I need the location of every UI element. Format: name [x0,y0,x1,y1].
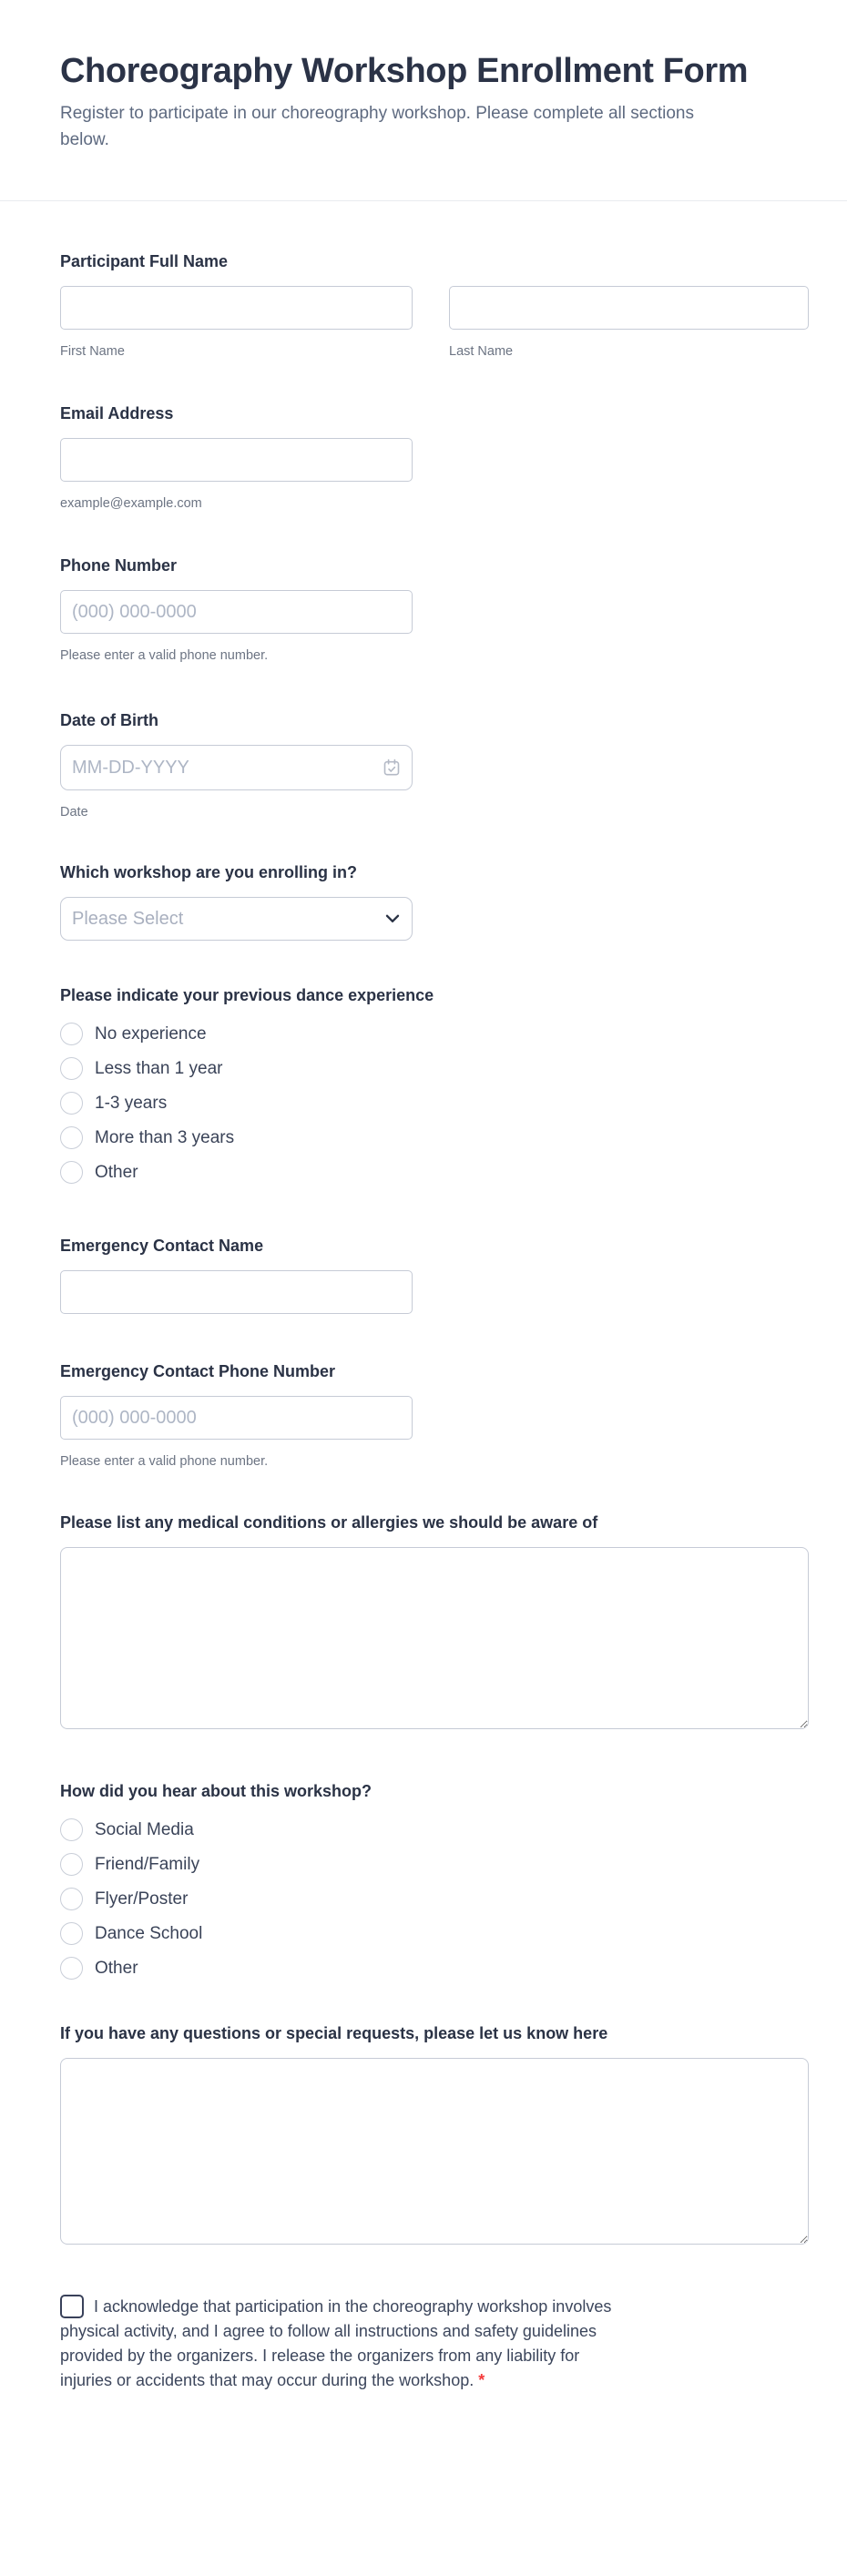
form-title: Choreography Workshop Enrollment Form [60,52,749,90]
experience-option-label[interactable]: Less than 1 year [95,1059,223,1078]
hear-radio-3[interactable] [60,1922,83,1945]
acknowledgment-line-2: physical activity, and I agree to follow all instructions and safety guidelines [60,2322,597,2340]
acknowledgment-line-4 [60,2368,809,2393]
emergency-name-label: Emergency Contact Name [60,1237,264,1255]
experience-radio-3[interactable] [60,1126,83,1149]
hear-option-label[interactable]: Other [95,1959,138,1978]
hear-about-label: How did you hear about this workshop? [60,1782,372,1800]
dob-sublabel: Date [60,805,88,820]
phone-sublabel: Please enter a valid phone number. [60,648,269,663]
phone-label: Phone Number [60,556,178,575]
hear-radio-4[interactable] [60,1957,83,1980]
field-hear-about [60,1781,809,1980]
field-email-address [60,403,809,512]
field-phone-number [60,555,809,664]
experience-option-no-experience[interactable] [60,1023,809,1045]
emergency-phone-ctrl [60,1396,809,1440]
field-emergency-contact-name [60,1236,809,1314]
phone-input[interactable] [60,590,413,634]
field-emergency-contact-phone [60,1361,809,1470]
hear-option-friend-family[interactable] [60,1853,809,1876]
email-sublabel: example@example.com [60,496,202,511]
first-name-col [60,286,413,360]
last-name-sublabel: Last Name [449,344,514,359]
emergency-phone-sublabel: Please enter a valid phone number. [60,1454,269,1469]
acknowledgment-text-end: injuries or accidents that may occur during the workshop. [60,2371,475,2389]
dob-ctrl [60,745,413,790]
form-subtitle [60,100,809,153]
acknowledgment-line-3: provided by the organizers. I release the organizers from any liability for [60,2347,580,2365]
required-asterisk: * [478,2371,485,2389]
field-participant-full-name [60,251,809,360]
medical-textarea[interactable] [60,1547,809,1729]
hear-option-label[interactable]: Social Media [95,1820,194,1839]
dob-label: Date of Birth [60,711,158,729]
hear-option-dance-school[interactable] [60,1922,809,1945]
field-date-of-birth [60,710,809,820]
hear-option-label[interactable]: Dance School [95,1924,203,1943]
acknowledgment-checkbox[interactable] [60,2295,84,2318]
field-questions [60,2023,809,2245]
field-acknowledgment[interactable] [60,2295,809,2393]
experience-radio-1[interactable] [60,1057,83,1080]
form-subtitle-line-2: below. [60,130,109,149]
hear-option-other[interactable] [60,1957,809,1980]
hear-option-social-media[interactable] [60,1818,809,1841]
experience-option-label[interactable]: 1-3 years [95,1094,168,1113]
workshop-ctrl [60,897,413,941]
medical-label: Please list any medical conditions or allergies we should be aware of [60,1513,598,1532]
form-body [0,251,847,2576]
first-name-input[interactable] [60,286,413,330]
experience-option-label[interactable]: No experience [95,1024,207,1044]
acknowledgment-text: I acknowledge that participation in the choreography workshop involves [94,2297,612,2316]
hear-option-label[interactable]: Flyer/Poster [95,1889,189,1909]
hear-radio-0[interactable] [60,1818,83,1841]
hear-radio-1[interactable] [60,1853,83,1876]
experience-option-more-than-3-years[interactable] [60,1126,809,1149]
first-name-sublabel: First Name [60,344,125,359]
emergency-name-input[interactable] [60,1270,413,1314]
calendar-check-icon[interactable] [383,759,400,777]
dob-input[interactable] [60,745,413,790]
experience-label: Please indicate your previous dance experience [60,986,434,1004]
acknowledgment-line-1 [60,2295,809,2319]
last-name-col [449,286,809,360]
field-dance-experience [60,985,809,1184]
emergency-phone-input[interactable] [60,1396,413,1440]
form-header [0,0,847,153]
questions-textarea[interactable] [60,2058,809,2245]
field-workshop-select [60,862,809,941]
email-label: Email Address [60,404,174,423]
emergency-name-ctrl [60,1270,809,1314]
experience-option-label[interactable]: More than 3 years [95,1128,235,1147]
hear-option-label[interactable]: Friend/Family [95,1855,200,1874]
experience-option-other[interactable] [60,1161,809,1184]
experience-radio-0[interactable] [60,1023,83,1045]
header-divider [0,200,847,201]
last-name-input[interactable] [449,286,809,330]
form-subtitle-line-1: Register to participate in our choreography workshop. Please complete all sections [60,104,694,123]
phone-ctrl [60,590,809,634]
experience-option-label[interactable]: Other [95,1163,138,1182]
full-name-row [60,286,809,360]
hear-radio-2[interactable] [60,1888,83,1910]
workshop-label: Which workshop are you enrolling in? [60,863,358,881]
experience-option-less-than-1-year[interactable] [60,1057,809,1080]
hear-option-flyer-poster[interactable] [60,1888,809,1910]
email-ctrl [60,438,809,482]
email-input[interactable] [60,438,413,482]
experience-option-1-3-years[interactable] [60,1092,809,1115]
workshop-select[interactable] [60,897,413,941]
questions-label: If you have any questions or special requests, please let us know here [60,2024,608,2042]
full-name-label: Participant Full Name [60,252,229,270]
experience-radio-2[interactable] [60,1092,83,1115]
experience-radio-4[interactable] [60,1161,83,1184]
field-medical-conditions [60,1512,809,1729]
emergency-phone-label: Emergency Contact Phone Number [60,1362,336,1380]
